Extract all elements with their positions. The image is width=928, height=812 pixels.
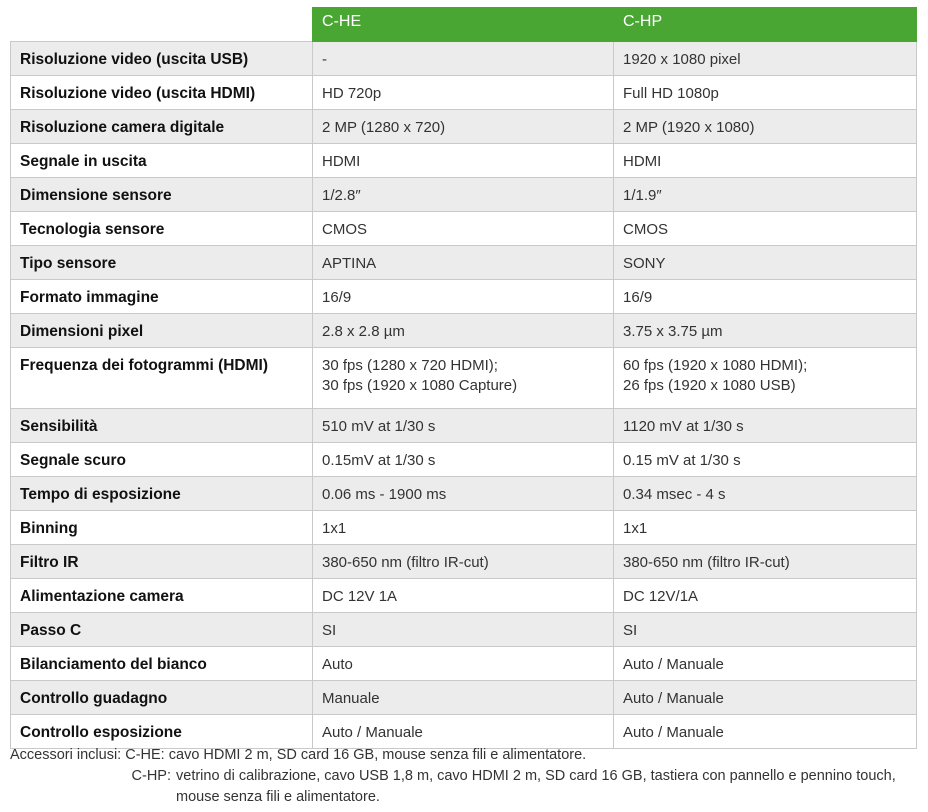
table-row <box>11 280 917 314</box>
row-value-he: HDMI <box>313 144 614 178</box>
accessories-notes <box>10 745 916 808</box>
table-row <box>11 314 917 348</box>
row-label: Tipo sensore <box>11 246 313 280</box>
table-row <box>11 409 917 443</box>
row-label: Filtro IR <box>11 545 313 579</box>
row-value-hp <box>614 348 917 409</box>
table-row <box>11 443 917 477</box>
header-c-he: C-HE <box>313 8 614 42</box>
header-c-hp: C-HP <box>614 8 917 42</box>
table-row <box>11 76 917 110</box>
row-label: Controllo guadagno <box>11 681 313 715</box>
notes-hp-text <box>171 766 916 808</box>
spec-table <box>10 7 917 749</box>
table-row <box>11 110 917 144</box>
row-value-hp-line: 60 fps (1920 x 1080 HDMI); <box>623 357 808 374</box>
table-row <box>11 681 917 715</box>
row-value-hp: Full HD 1080p <box>614 76 917 110</box>
table-row <box>11 42 917 76</box>
row-value-hp: 2 MP (1920 x 1080) <box>614 110 917 144</box>
row-value-hp: 1/1.9″ <box>614 178 917 212</box>
table-row <box>11 246 917 280</box>
notes-hp-text-line1: vetrino di calibrazione, cavo USB 1,8 m, cavo HDMI 2 m, SD card 16 GB, tastiera con pannello e pennino touch, <box>176 768 896 784</box>
row-value-he-line: 30 fps (1920 x 1080 Capture) <box>322 377 518 394</box>
notes-he-key: C-HE: <box>125 747 165 763</box>
row-value-he: SI <box>313 613 614 647</box>
row-value-hp: Auto / Manuale <box>614 647 917 681</box>
row-value-he: DC 12V 1A <box>313 579 614 613</box>
row-label: Bilanciamento del bianco <box>11 647 313 681</box>
row-label: Dimensione sensore <box>11 178 313 212</box>
row-label: Alimentazione camera <box>11 579 313 613</box>
row-value-hp: DC 12V/1A <box>614 579 917 613</box>
row-label: Risoluzione camera digitale <box>11 110 313 144</box>
row-value-hp: CMOS <box>614 212 917 246</box>
spec-table-container <box>10 7 916 749</box>
row-label: Sensibilità <box>11 409 313 443</box>
row-value-he: APTINA <box>313 246 614 280</box>
notes-hp-key: C-HP: <box>131 768 171 784</box>
row-value-he: Manuale <box>313 681 614 715</box>
row-value-he: 2.8 x 2.8 µm <box>313 314 614 348</box>
row-value-he-line: 30 fps (1280 x 720 HDMI); <box>322 357 498 374</box>
notes-intro: Accessori inclusi: <box>10 747 122 763</box>
notes-he-text: cavo HDMI 2 m, SD card 16 GB, mouse senza fili e alimentatore. <box>168 747 587 763</box>
row-label: Passo C <box>11 613 313 647</box>
table-row <box>11 178 917 212</box>
row-label: Frequenza dei fotogrammi (HDMI) <box>11 348 313 409</box>
row-value-hp: Auto / Manuale <box>614 681 917 715</box>
row-label: Segnale scuro <box>11 443 313 477</box>
row-label: Segnale in uscita <box>11 144 313 178</box>
table-row <box>11 545 917 579</box>
row-value-he: HD 720p <box>313 76 614 110</box>
row-value-he: 380-650 nm (filtro IR-cut) <box>313 545 614 579</box>
row-label: Binning <box>11 511 313 545</box>
table-row <box>11 715 917 749</box>
row-value-he: - <box>313 42 614 76</box>
row-label: Risoluzione video (uscita HDMI) <box>11 76 313 110</box>
row-value-hp: SI <box>614 613 917 647</box>
row-value-he: 1x1 <box>313 511 614 545</box>
row-value-he <box>313 348 614 409</box>
row-value-he: Auto / Manuale <box>313 715 614 749</box>
table-row <box>11 511 917 545</box>
row-value-he: 510 mV at 1/30 s <box>313 409 614 443</box>
row-label: Tempo di esposizione <box>11 477 313 511</box>
row-value-hp: 16/9 <box>614 280 917 314</box>
row-value-hp: 380-650 nm (filtro IR-cut) <box>614 545 917 579</box>
row-value-hp: 1920 x 1080 pixel <box>614 42 917 76</box>
table-row <box>11 647 917 681</box>
table-row <box>11 348 917 409</box>
row-value-hp: 1120 mV at 1/30 s <box>614 409 917 443</box>
row-label: Controllo esposizione <box>11 715 313 749</box>
row-value-hp: 0.34 msec - 4 s <box>614 477 917 511</box>
row-label: Formato immagine <box>11 280 313 314</box>
table-row <box>11 212 917 246</box>
row-value-he: 0.15mV at 1/30 s <box>313 443 614 477</box>
header-empty-cell <box>11 8 313 42</box>
row-value-hp: Auto / Manuale <box>614 715 917 749</box>
row-value-hp: 1x1 <box>614 511 917 545</box>
row-value-he: CMOS <box>313 212 614 246</box>
row-value-hp-line: 26 fps (1920 x 1080 USB) <box>623 377 796 394</box>
table-header-row <box>11 8 917 42</box>
row-value-hp: 0.15 mV at 1/30 s <box>614 443 917 477</box>
table-row <box>11 579 917 613</box>
table-row <box>11 477 917 511</box>
table-row <box>11 613 917 647</box>
row-value-hp: 3.75 x 3.75 µm <box>614 314 917 348</box>
row-value-he: Auto <box>313 647 614 681</box>
row-value-he: 0.06 ms - 1900 ms <box>313 477 614 511</box>
row-value-hp: HDMI <box>614 144 917 178</box>
table-body <box>11 42 917 749</box>
table-row <box>11 144 917 178</box>
notes-hp-text-line2: mouse senza fili e alimentatore. <box>176 789 380 805</box>
row-value-he: 16/9 <box>313 280 614 314</box>
row-label: Risoluzione video (uscita USB) <box>11 42 313 76</box>
row-value-hp: SONY <box>614 246 917 280</box>
row-value-he: 1/2.8″ <box>313 178 614 212</box>
row-value-he: 2 MP (1280 x 720) <box>313 110 614 144</box>
row-label: Tecnologia sensore <box>11 212 313 246</box>
row-label: Dimensioni pixel <box>11 314 313 348</box>
